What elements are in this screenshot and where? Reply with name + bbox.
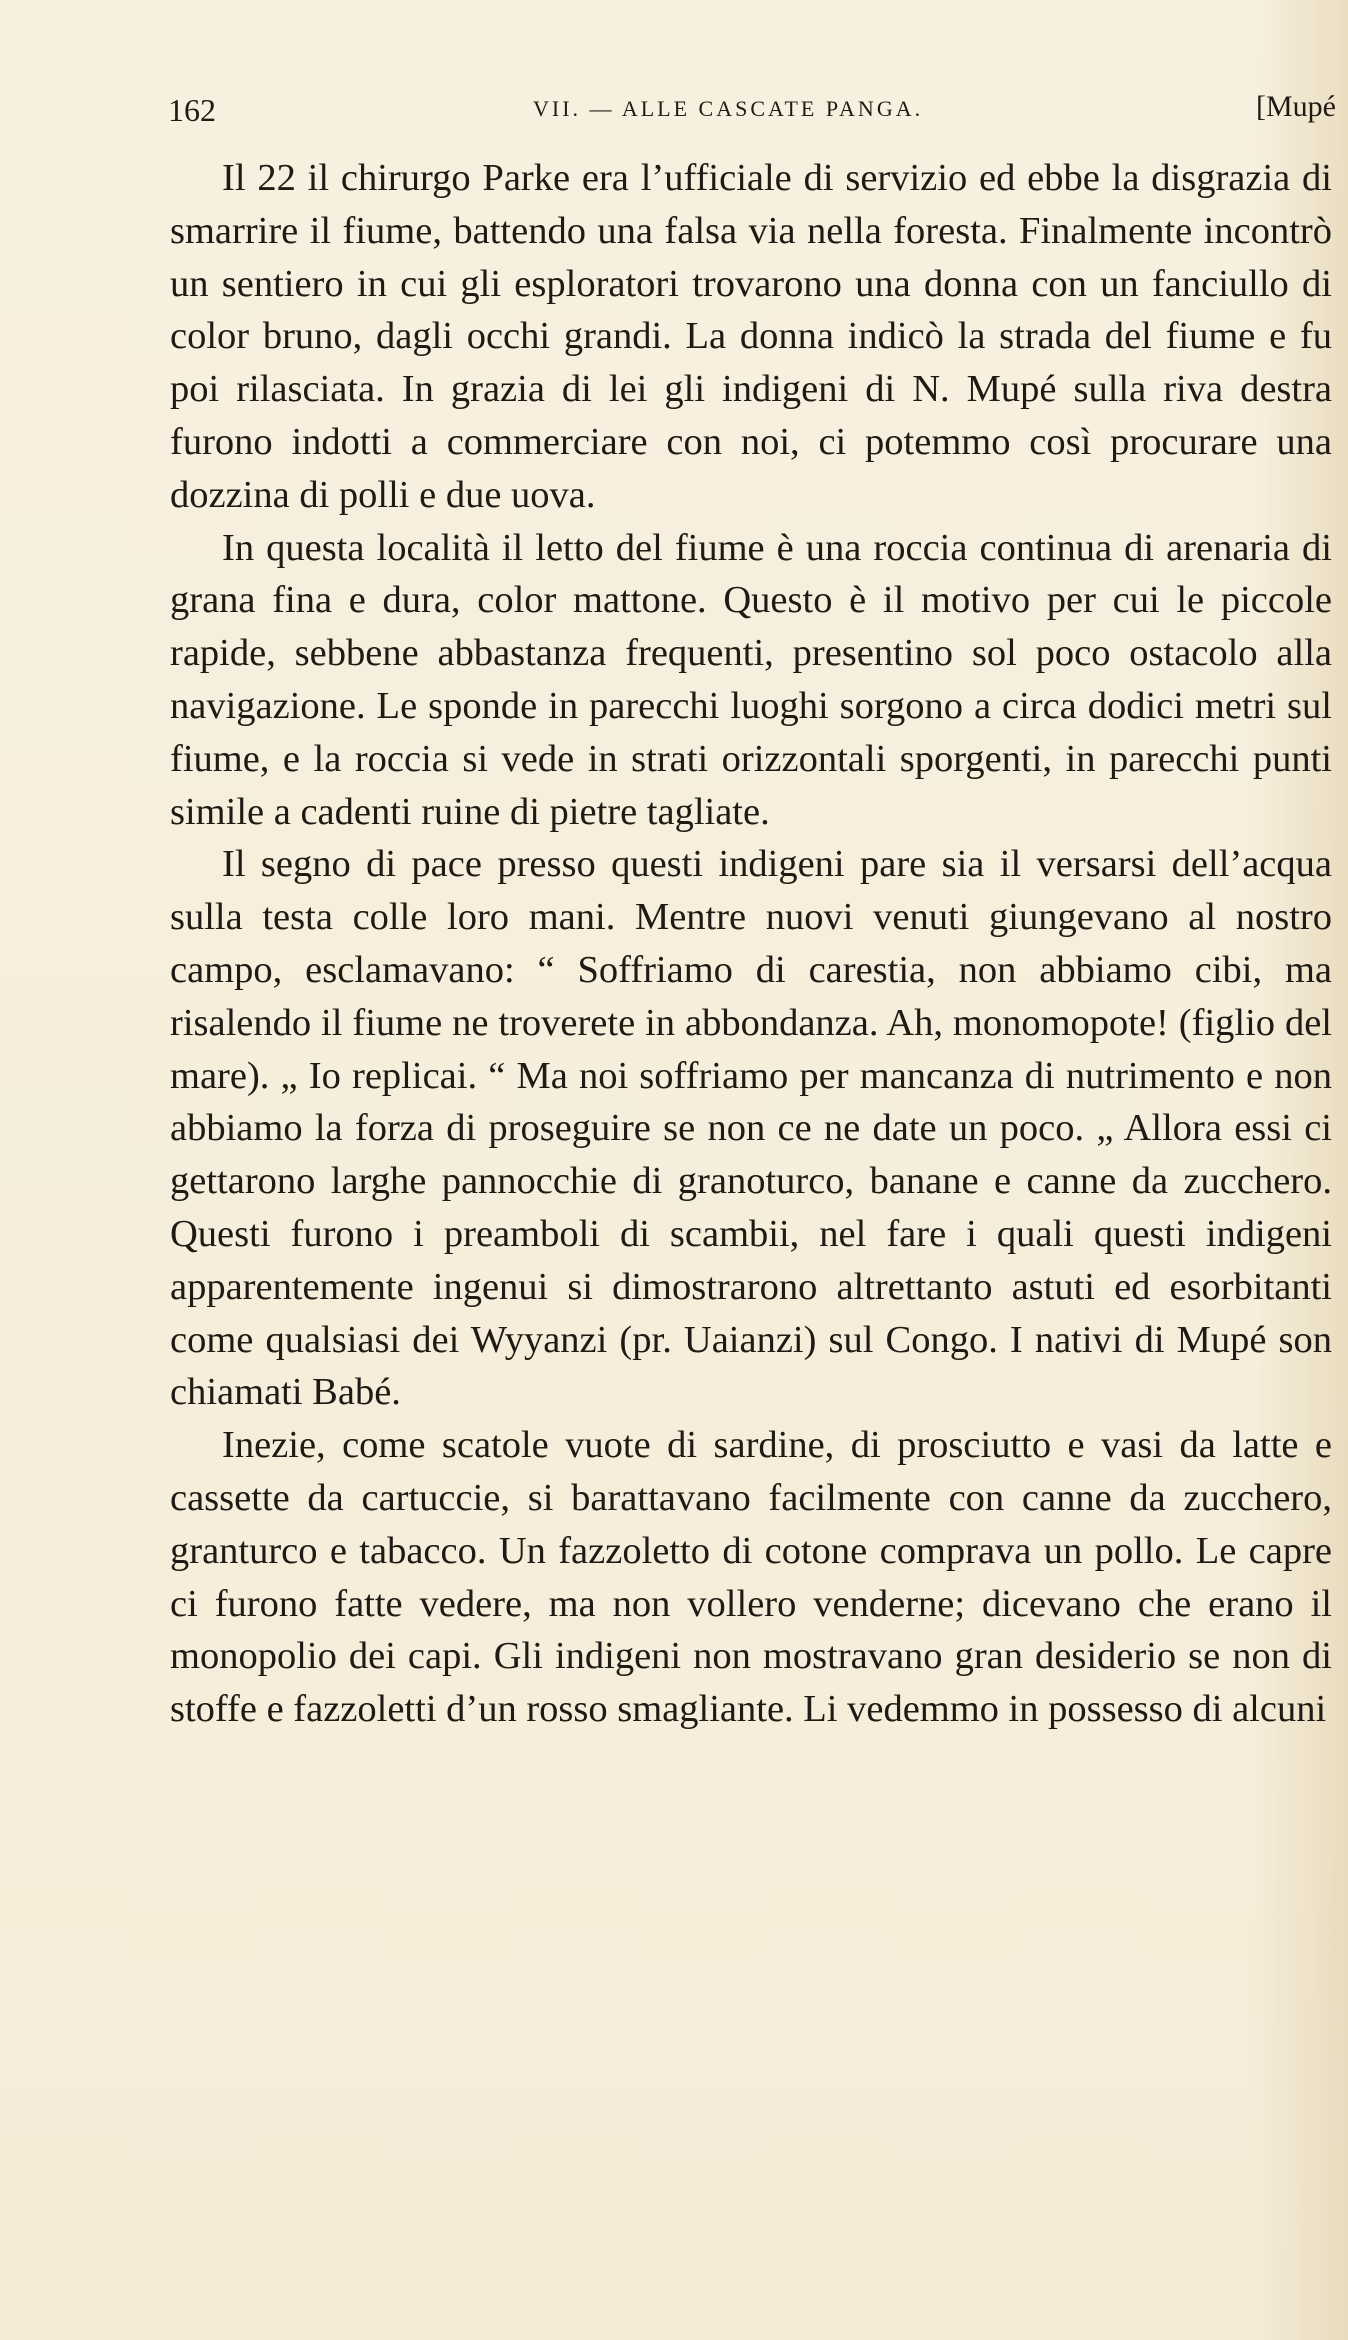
body-text	[170, 152, 1332, 1736]
section-mark: [Mupé	[1256, 90, 1336, 123]
paragraph-3: Il segno di pace presso questi indigeni pare sia il versarsi dell’acqua sulla testa colle loro mani. Mentre nuovi venuti giungevano al nostro campo, esclamavano: “ Soffriamo di carestia, non abbiamo cibi, ma risalendo il fiume ne troverete in abbondanza. Ah, monomopote! (figlio del mare). „ Io replicai. “ Ma noi soffriamo per mancanza di nutrimento e non abbiamo la forza di proseguire se non ce ne date un poco. „ Allora essi ci gettarono larghe pannocchie di granoturco, banane e canne da zucchero. Questi furono i preamboli di scambii, nel fare i quali questi indigeni apparentemente ingenui si dimostrarono altrettanto astuti ed esorbitanti come qualsiasi dei Wyyanzi (pr. Uaianzi) sul Congo. I nativi di Mupé son chiamati Babé.	[170, 843, 1332, 1414]
paragraph-1: Il 22 il chirurgo Parke era l’ufficiale di servizio ed ebbe la disgrazia di smarrire il fiume, battendo una falsa via nella foresta. Finalmente incontrò un sentiero in cui gli esploratori trovarono una donna con un fanciullo di color bruno, dagli occhi grandi. La donna indicò la strada del fiume e fu poi rilasciata. In grazia di lei gli indigeni di N. Mupé sulla riva destra furono indotti a commerciare con noi, ci potemmo così procurare una dozzina di polli e due uova.	[170, 157, 1332, 516]
paragraph-4: Inezie, come scatole vuote di sardine, di prosciutto e vasi da latte e cassette da cartuccie, si barattavano facilmente con canne da zucchero, granturco e tabacco. Un fazzoletto di cotone comprava un pollo. Le capre ci furono fatte vedere, ma non vollero venderne; dicevano che erano il monopolio dei capi. Gli indigeni non mostravano gran desiderio se non di stoffe e fazzoletti d’un rosso smagliante. Li vedemmo in possesso di alcuni	[170, 1424, 1332, 1731]
running-title: VII. — ALLE CASCATE PANGA.	[533, 96, 924, 121]
page-header	[168, 88, 1336, 128]
paragraph-2: In questa località il letto del fiume è una roccia continua di arenaria di grana fina e dura, color mattone. Questo è il motivo per cui le piccole rapide, sebbene abbastanza frequenti, presentino sol poco ostacolo alla navigazione. Le sponde in parecchi luoghi sorgono a circa dodici metri sul fiume, e la roccia si vede in strati orizzontali sporgenti, in parecchi punti simile a cadenti ruine di pietre tagliate.	[170, 526, 1332, 833]
page-number: 162	[168, 92, 216, 128]
